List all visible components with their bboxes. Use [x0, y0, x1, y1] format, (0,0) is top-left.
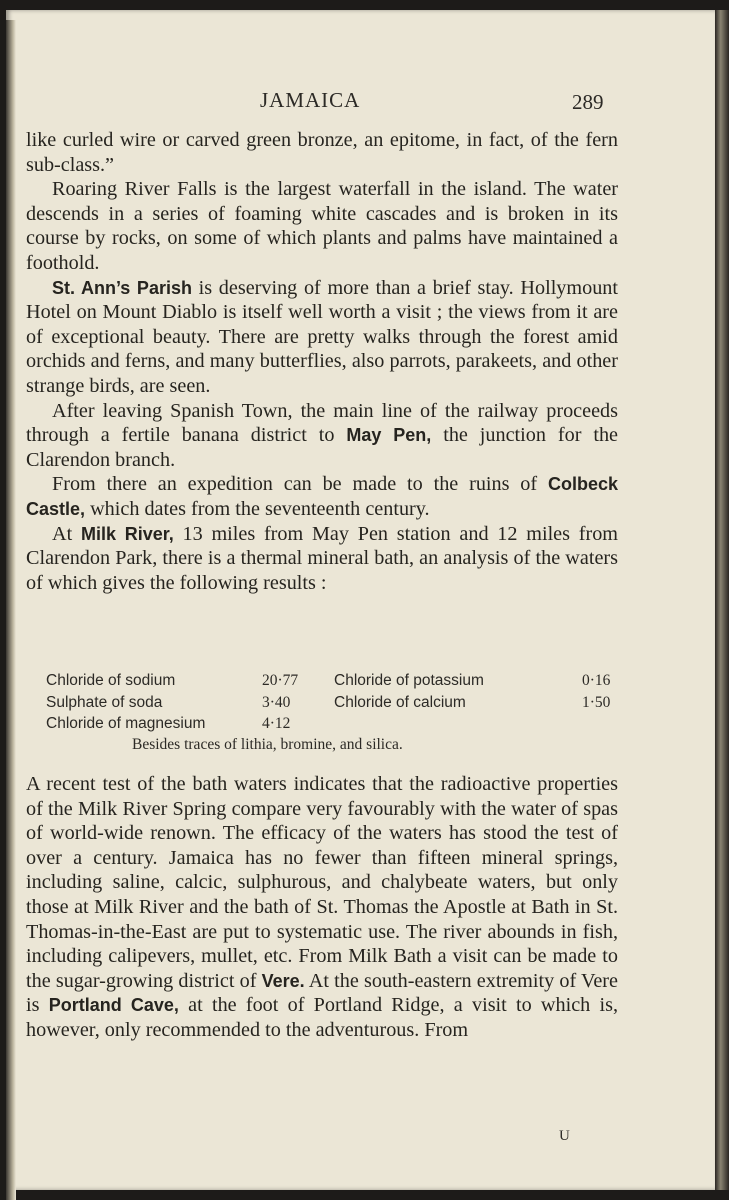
- book-page: [6, 10, 715, 1190]
- paragraph: From there an expedition can be made to the ruins of Colbeck Castle, which dates from the seventeenth century.: [26, 473, 618, 520]
- place-heading: Portland Cave,: [48, 995, 179, 1016]
- place-heading: May Pen,: [346, 425, 432, 446]
- paragraph: At Milk River, 13 miles from May Pen station and 12 miles from Clarendon Park, there is a thermal mineral bath, an analysis of the waters of which gives the following results :: [26, 522, 619, 594]
- signature-mark: U: [559, 1128, 570, 1144]
- running-header: [6, 88, 715, 118]
- place-heading: Milk River,: [80, 523, 174, 544]
- paragraph: A recent test of the bath waters indicates that the radioactive properties of the Milk River Spring compare very favourably with the water of spas of world-wide renown. The efficacy of the waters has stood the test of over a century. Jamaica has no fewer than fifteen mineral springs, including saline, calcic, sulphurous, and chalybeate waters, but only those at Milk River and the bath of St. Thomas the Apostle at Bath in St. Thomas-in-the-East are put to systematic use. The river abounds in fish, including calipevers, mullet, etc. From Milk Bath a visit can be made to the sugar-growing district of Vere. At the south-eastern extremity of Vere is Portland Cave, at the foot of Portland Ridge, a visit to which is, however, only recommended to the adventurous. From: [26, 773, 619, 1041]
- paragraph: like curled wire or carved green bronze, an epitome, in fact, of the fern sub-class.”: [26, 129, 618, 176]
- place-heading: Colbeck Castle,: [26, 474, 618, 519]
- place-heading: St. Ann’s Parish: [52, 277, 192, 298]
- body-text-bottom: [26, 772, 618, 1043]
- page-gutter: [6, 20, 16, 1200]
- paragraph: Roaring River Falls is the largest waterfall in the island. The water descends in a series of foaming white cascades and is broken in its course by rocks, on some of which plants and palms have maintained a foothold.: [26, 178, 618, 274]
- traces-note: Besides traces of lithia, bromine, and silica.: [132, 736, 403, 753]
- page-number: 289: [572, 90, 604, 114]
- running-title: JAMAICA: [260, 88, 361, 112]
- body-text-top: [26, 128, 618, 595]
- water-analysis-table: [46, 670, 626, 753]
- paragraph: After leaving Spanish Town, the main line of the railway proceeds through a fertile banana district to May Pen, the junction for the Clarendon branch.: [26, 399, 618, 471]
- page-edge: [715, 10, 729, 1190]
- paragraph: St. Ann’s Parish is deserving of more than a brief stay. Hollymount Hotel on Mount Diablo is itself well worth a visit ; the views from it are of exceptional beauty. There are pretty walks through the forest amid orchids and ferns, and many butterflies, also parrots, parakeets, and other strange birds, are seen.: [26, 276, 618, 397]
- table-row: Chloride of magnesium 4·12: [46, 715, 291, 732]
- table-row: Sulphate of soda 3·40 Chloride of calcium 1·50: [46, 693, 611, 711]
- table-row: Chloride of sodium 20·77 Chloride of potassium 0·16: [46, 672, 611, 689]
- place-heading: Vere.: [261, 970, 305, 991]
